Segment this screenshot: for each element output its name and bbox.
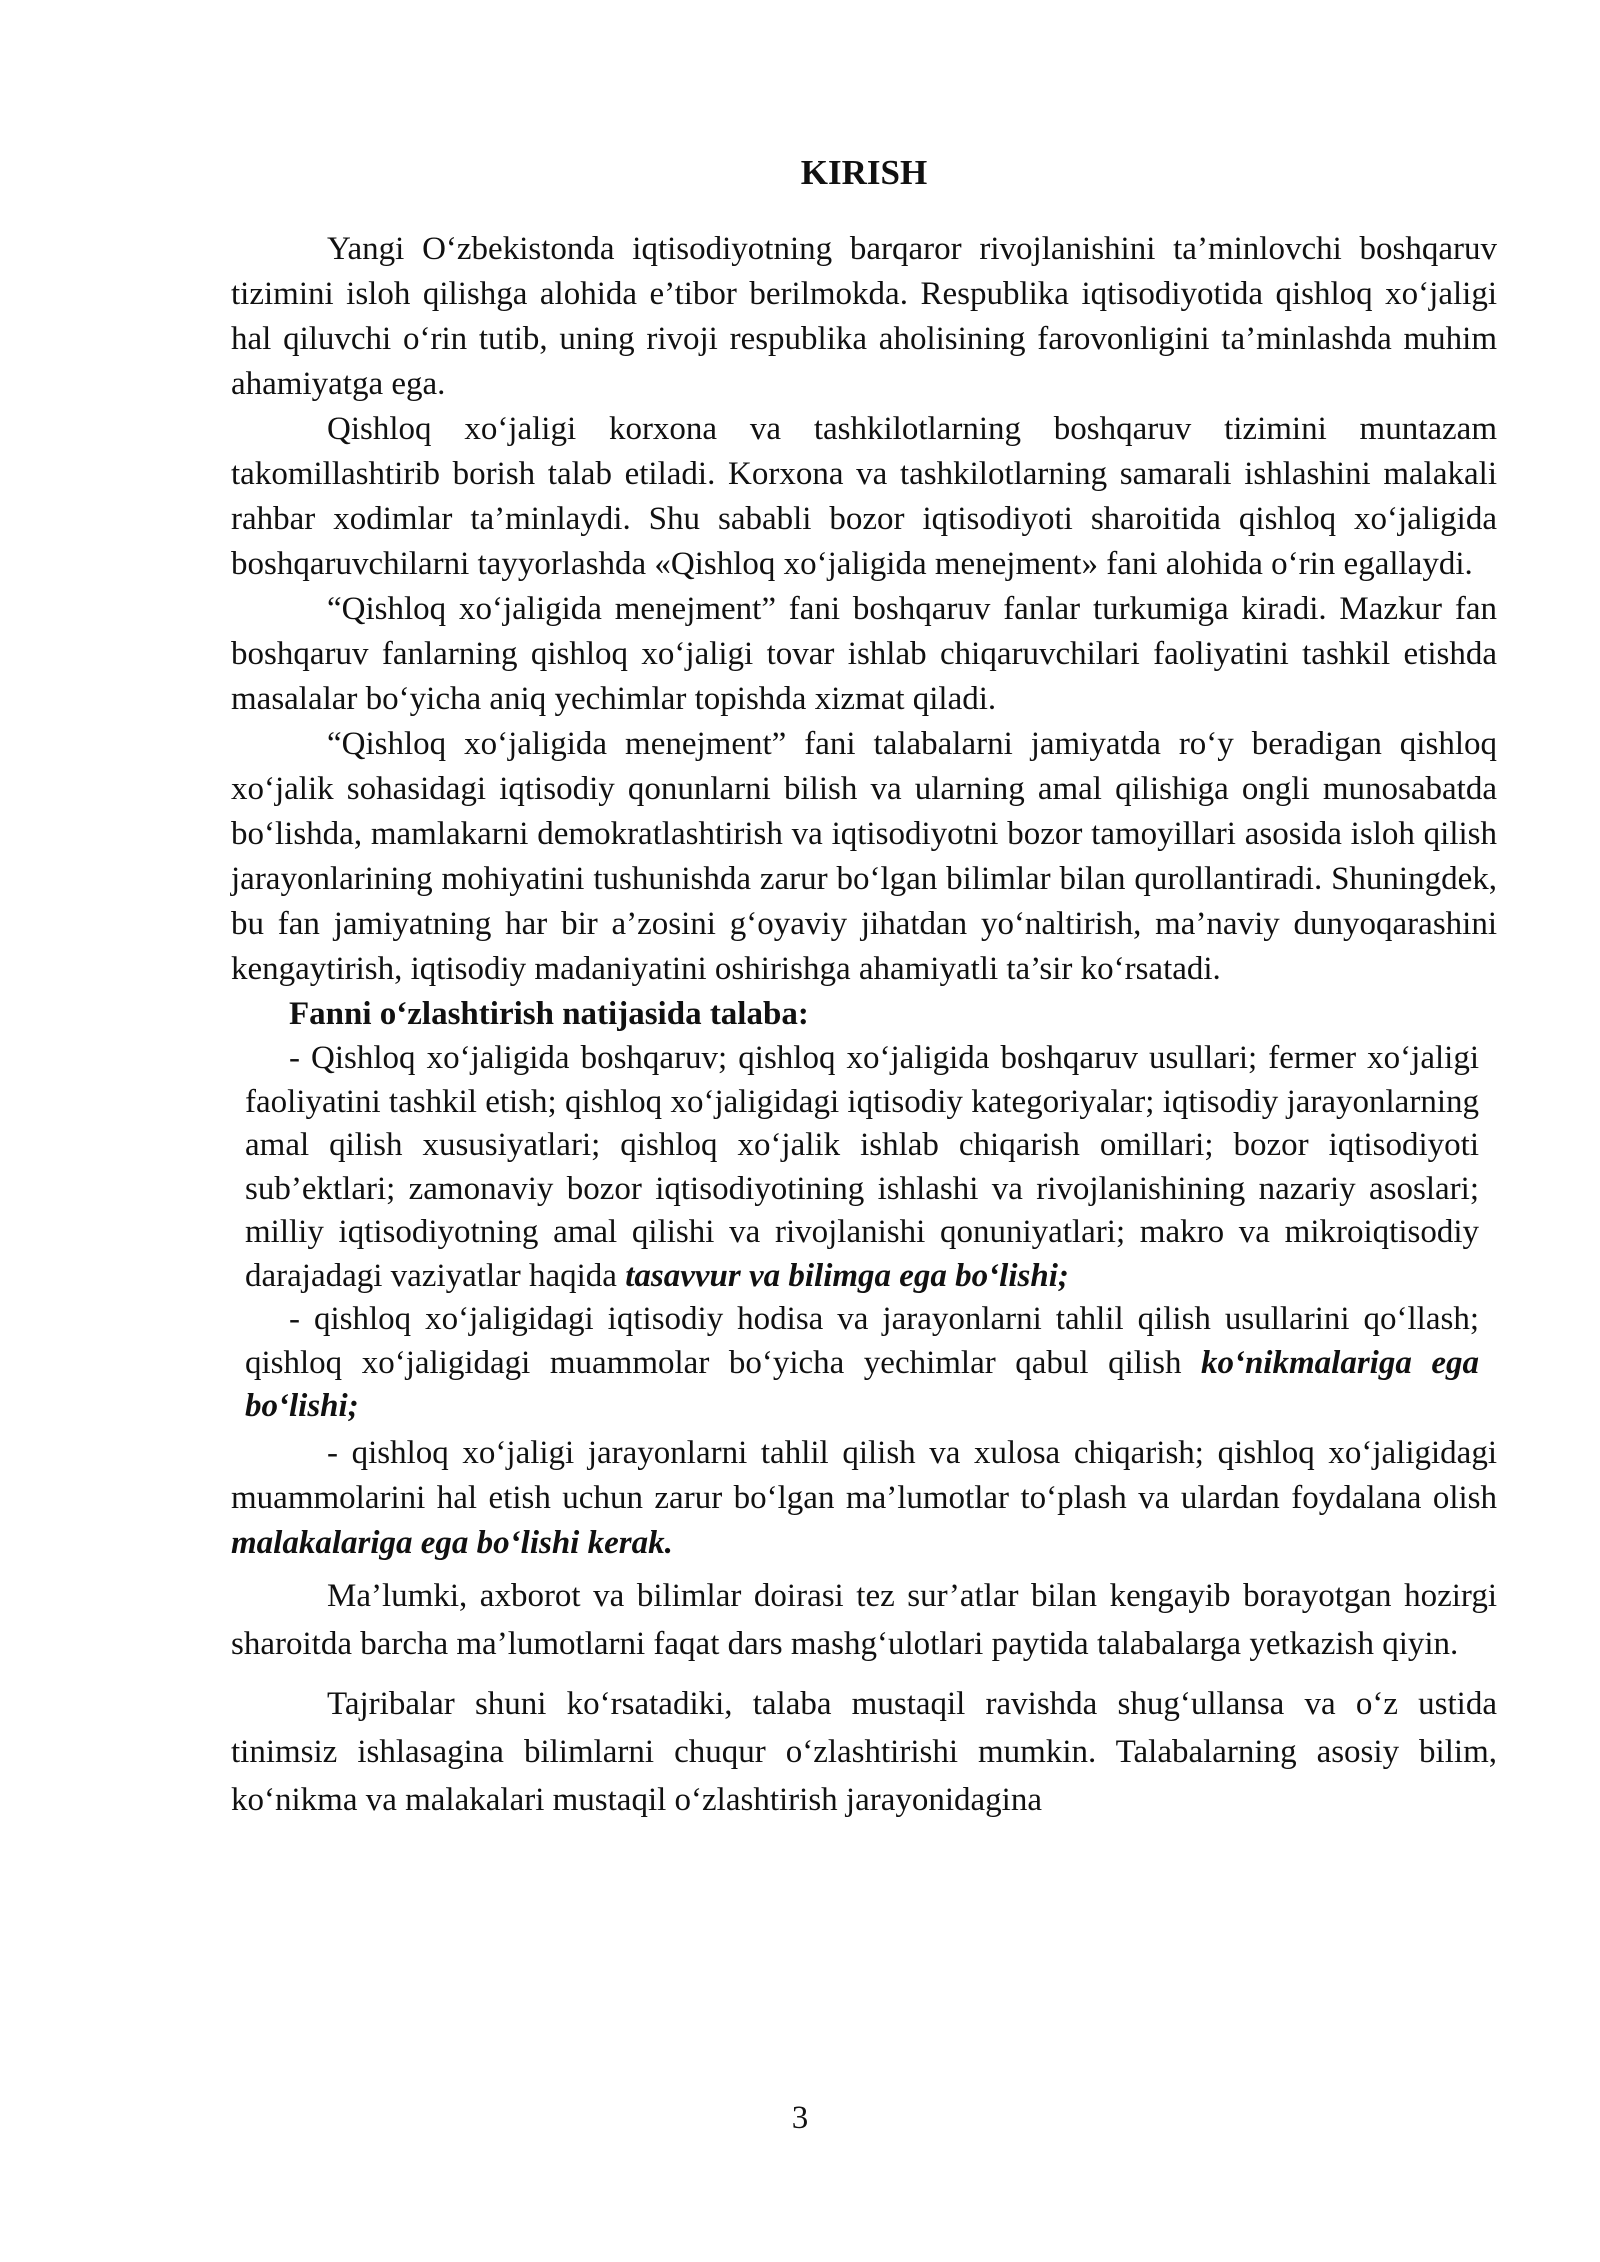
list-item-emphasis: ko‘nikmalariga ega bo‘lishi;: [245, 1344, 1479, 1424]
body-paragraph: Qishloq xo‘jaligi korxona va tashkilotlarning boshqaruv tizimini muntazam takomillashtirib borish talab etiladi. Korxona va tashkilotlarning samarali ishlashini malakali rahbar xodimlar ta’minlaydi. Shu sababli bozor iqtisodiyoti sharoitida qishloq xo‘jaligida boshqaruvchilarni tayyorlashda «Qishloq xo‘jaligida menejment» fani alohida o‘rin egallaydi.: [231, 411, 1497, 582]
body-paragraph: Ma’lumki, axborot va bilimlar doirasi tez sur’atlar bilan kengayib borayotgan hozirgi sharoitda barcha ma’lumotlarni faqat dars mashg‘ulotlari paytida talabalarga yetkazish qiyin.: [231, 1577, 1497, 1662]
list-item-text: - Qishloq xo‘jaligida boshqaruv; qishloq xo‘jaligida boshqaruv usullari; fermer xo‘jaligi faoliyatini tashkil etish; qishloq xo‘jaligidagi iqtisodiy kategoriyalar; iqtisodiy jarayonlarning amal qilish xususiyatlari; qishloq xo‘jalik ishlab chiqarish omillari; bozor iqtisodiyoti sub’ektlari; zamonaviy bozor iqtisodiyotining ishlashi va rivojlanishining nazariy asoslari; milliy iqtisodiyotning amal qilishi va rivojlanishi qonuniyatlari; makro va mikroiqtisodiy darajadagi vaziyatlar haqida: [245, 1040, 1479, 1294]
outcomes-heading: Fanni o‘zlashtirish natijasida talaba:: [289, 996, 809, 1032]
list-item: [245, 1298, 1479, 1429]
body-paragraph: Yangi O‘zbekistonda iqtisodiyotning barqaror rivojlanishini ta’minlovchi boshqaruv tizimini isloh qilishga alohida e’tibor berilmokda. Respublika iqtisodiyotida qishloq xo‘jaligi hal qiluvchi o‘rin tutib, uning rivoji respublika aholisining farovonligini ta’minlashda muhim ahamiyatga ega.: [231, 231, 1497, 402]
list-item-emphasis: malakalariga ega bo‘lishi kerak.: [231, 1524, 673, 1561]
page-title: KIRISH: [800, 153, 928, 192]
body-paragraph: “Qishloq xo‘jaligida menejment” fani talabalarni jamiyatda ro‘y beradigan qishloq xo‘jalik sohasidagi iqtisodiy qonunlarni bilish va ularning amal qilishiga ongli munosabatda bo‘lishda, mamlakarni demokratlashtirish va iqtisodiyotni bozor tamoyillari asosida isloh qilish jarayonlarining mohiyatini tushunishda zarur bo‘lgan bilimlar bilan qurollantiradi. Shuningdek, bu fan jamiyatning har bir a’zosini g‘oyaviy jihatdan yo‘naltirish, ma’naviy dunyoqarashini kengaytirish, iqtisodiy madaniyatini oshirishga ahamiyatli ta’sir ko‘rsatadi.: [231, 726, 1497, 987]
body-paragraph: “Qishloq xo‘jaligida menejment” fani boshqaruv fanlar turkumiga kiradi. Mazkur fan boshqaruv fanlarning qishloq xo‘jaligi tovar ishlab chiqaruvchilari faoliyatini tashkil etishda masalalar bo‘yicha aniq yechimlar topishda xizmat qiladi.: [231, 591, 1497, 717]
list-item: [231, 1431, 1497, 1566]
list-item-text: - qishloq xo‘jaligidagi iqtisodiy hodisa va jarayonlarni tahlil qilish usullarini qo‘llash; qishloq xo‘jaligidagi muammolar bo‘yicha yechimlar qabul qilish: [245, 1301, 1479, 1381]
list-item-text: - qishloq xo‘jaligi jarayonlarni tahlil qilish va xulosa chiqarish; qishloq xo‘jaligidagi muammolarini hal etish uchun zarur bo‘lgan ma’lumotlar to‘plash va ulardan foydalana olish: [231, 1434, 1497, 1516]
page-number: 3: [791, 2100, 809, 2136]
document-page: [231, 150, 1497, 1824]
list-item-emphasis: tasavvur va bilimga ega bo‘lishi;: [625, 1257, 1069, 1294]
list-item: [245, 1037, 1479, 1298]
outcomes-list: [231, 1037, 1497, 1429]
body-paragraph: Tajribalar shuni ko‘rsatadiki, talaba mustaqil ravishda shug‘ullansa va o‘z ustida tinimsiz ishlasagina bilimlarni chuqur o‘zlashtirishi mumkin. Talabalarning asosiy bilim, ko‘nikma va malakalari mustaqil o‘zlashtirish jarayonidagina: [231, 1685, 1497, 1818]
